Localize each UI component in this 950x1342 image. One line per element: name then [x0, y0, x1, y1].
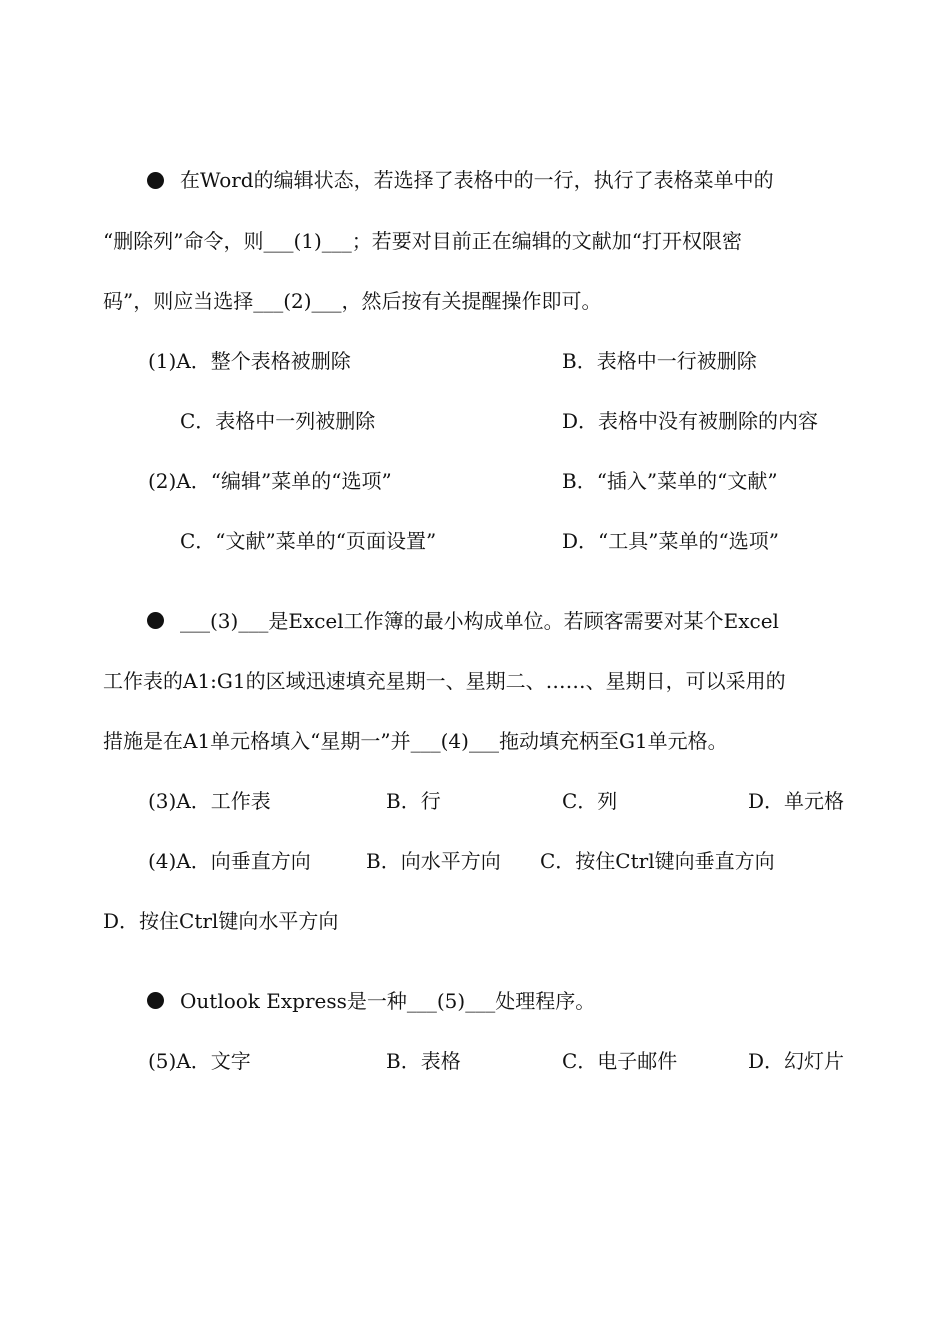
option-1-b: B．表格中一行被删除 [562, 349, 757, 373]
question-1-line-1: 在Word的编辑状态，若选择了表格中的一行，执行了表格菜单中的 [180, 168, 774, 192]
option-5-c: C．电子邮件 [562, 1049, 678, 1073]
option-3-d: D．单元格 [748, 789, 845, 813]
question-3-line-1: Outlook Express是一种___(5)___处理程序。 [180, 989, 596, 1013]
question-2-line-2: 工作表的A1:G1的区域迅速填充星期一、星期二、……、星期日，可以采用的 [103, 669, 786, 693]
option-2-a: (2)A．“编辑”菜单的“选项” [148, 469, 392, 493]
option-2-d: D．“工具”菜单的“选项” [562, 529, 779, 553]
bullet-icon [147, 612, 164, 629]
option-1-a: (1)A．整个表格被删除 [148, 349, 351, 373]
option-5-d: D．幻灯片 [748, 1049, 845, 1073]
question-1-line-3: 码”，则应当选择___(2)___，然后按有关提醒操作即可。 [103, 289, 602, 313]
option-4-c: C．按住Ctrl键向垂直方向 [540, 849, 775, 873]
option-2-b: B．“插入”菜单的“文献” [562, 469, 778, 493]
question-2-line-3: 措施是在A1单元格填入“星期一”并___(4)___拖动填充柄至G1单元格。 [103, 729, 728, 753]
option-1-d: D．表格中没有被删除的内容 [562, 409, 819, 433]
option-5-a: (5)A．文字 [148, 1049, 251, 1073]
option-1-c: C．表格中一列被删除 [180, 409, 376, 433]
option-4-d: D．按住Ctrl键向水平方向 [103, 909, 339, 933]
option-3-a: (3)A．工作表 [148, 789, 271, 813]
option-4-a: (4)A．向垂直方向 [148, 849, 311, 873]
question-1-line-2: “删除列”命令，则___(1)___；若要对目前正在编辑的文献加“打开权限密 [103, 229, 743, 253]
bullet-icon [147, 172, 164, 189]
option-5-b: B．表格 [386, 1049, 461, 1073]
option-3-b: B．行 [386, 789, 441, 813]
option-2-c: C．“文献”菜单的“页面设置” [180, 529, 437, 553]
option-3-c: C．列 [562, 789, 618, 813]
question-2-line-1: ___(3)___是Excel工作簿的最小构成单位。若顾客需要对某个Excel [180, 609, 779, 633]
bullet-icon [147, 992, 164, 1009]
option-4-b: B．向水平方向 [366, 849, 501, 873]
